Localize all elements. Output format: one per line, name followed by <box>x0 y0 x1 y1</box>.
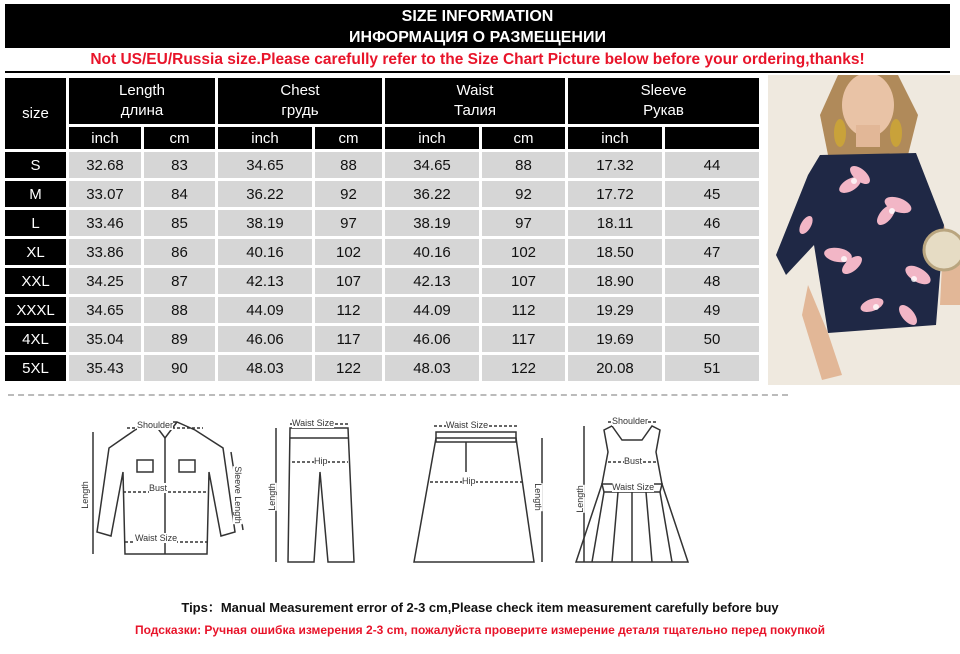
length-ru: длина <box>120 102 164 119</box>
table-cell: 87 <box>144 268 215 294</box>
table-row <box>5 355 759 381</box>
model-illustration <box>768 75 960 385</box>
pants-waist-label: Waist Size <box>292 418 335 428</box>
table-cell: 83 <box>144 152 215 178</box>
table-cell: 97 <box>315 210 382 236</box>
table-cell: 34.25 <box>69 268 141 294</box>
table-cell: 48 <box>665 268 759 294</box>
size-cell: XXXL <box>5 297 66 323</box>
sleeve-ru: Рукав <box>643 102 684 119</box>
table-cell: 38.19 <box>385 210 479 236</box>
table-cell: 34.65 <box>218 152 312 178</box>
sleeve-header <box>568 78 759 124</box>
unit-header: inch <box>69 127 141 149</box>
table-cell: 40.16 <box>218 239 312 265</box>
size-warning: Not US/EU/Russia size.Please carefully refer to the Size Chart Picture below before your ordering,thanks! <box>90 51 865 68</box>
table-cell: 34.65 <box>69 297 141 323</box>
length-header <box>69 78 215 124</box>
shirt-sleeve-label: Sleeve Length <box>232 466 243 524</box>
table-cell: 102 <box>482 239 565 265</box>
skirt-length-label: Length <box>532 483 543 511</box>
table-cell: 18.11 <box>568 210 662 236</box>
table-cell: 18.50 <box>568 239 662 265</box>
skirt-hip-label: Hip <box>462 476 476 486</box>
table-cell: 17.72 <box>568 181 662 207</box>
table-cell: 92 <box>315 181 382 207</box>
unit-header: cm <box>482 127 565 149</box>
divider <box>5 71 950 73</box>
pants-outline <box>262 412 362 572</box>
shirt-shoulder-label: Shoulder <box>137 420 174 430</box>
size-header: size <box>5 78 66 149</box>
size-cell: S <box>5 152 66 178</box>
dress-bust-label: Bust <box>624 456 643 466</box>
table-row <box>5 152 759 178</box>
table-cell: 84 <box>144 181 215 207</box>
size-table <box>2 75 762 384</box>
unit-header: inch <box>385 127 479 149</box>
table-cell: 36.22 <box>385 181 479 207</box>
table-cell: 47 <box>665 239 759 265</box>
table-cell: 35.43 <box>69 355 141 381</box>
unit-header: inch <box>218 127 312 149</box>
dress-waist-label: Waist Size <box>612 482 655 492</box>
table-row <box>5 268 759 294</box>
table-cell: 42.13 <box>385 268 479 294</box>
title-ru: ИНФОРМАЦИЯ О РАЗМЕЩЕНИИ <box>349 29 606 46</box>
size-cell: M <box>5 181 66 207</box>
table-cell: 112 <box>315 297 382 323</box>
title-en: SIZE INFORMATION <box>401 8 554 25</box>
table-cell: 92 <box>482 181 565 207</box>
table-cell: 88 <box>144 297 215 323</box>
unit-header: cm <box>315 127 382 149</box>
table-cell: 20.08 <box>568 355 662 381</box>
table-cell: 48.03 <box>385 355 479 381</box>
table-cell: 97 <box>482 210 565 236</box>
tips-russian: Подсказки: Ручная ошибка измерения 2-3 cm, пожалуйста проверите измерение деталя тщательно перед покупкой <box>134 623 826 637</box>
table-cell: 107 <box>315 268 382 294</box>
size-cell: XXL <box>5 268 66 294</box>
table-cell: 48.03 <box>218 355 312 381</box>
table-cell: 112 <box>482 297 565 323</box>
chest-ru: грудь <box>281 102 319 119</box>
table-row <box>5 297 759 323</box>
size-cell: 4XL <box>5 326 66 352</box>
chest-en: Chest <box>280 82 320 99</box>
shirt-diagram <box>79 412 245 577</box>
table-cell: 18.90 <box>568 268 662 294</box>
dress-outline <box>572 412 692 572</box>
table-cell: 42.13 <box>218 268 312 294</box>
table-cell: 38.19 <box>218 210 312 236</box>
dress-shoulder-label: Shoulder <box>612 416 649 426</box>
unit-header: cm <box>144 127 215 149</box>
waist-en: Waist <box>456 82 494 99</box>
table-cell: 44.09 <box>218 297 312 323</box>
shirt-length-label: Length <box>79 481 90 509</box>
table-cell: 45 <box>665 181 759 207</box>
table-cell: 89 <box>144 326 215 352</box>
table-cell: 44.09 <box>385 297 479 323</box>
table-cell: 17.32 <box>568 152 662 178</box>
table-cell: 86 <box>144 239 215 265</box>
table-cell: 46 <box>665 210 759 236</box>
table-row <box>5 326 759 352</box>
tips-english: Tips：Manual Measurement error of 2-3 cm,Please check item measurement carefully before buy <box>181 600 779 615</box>
shirt-waist-label: Waist Size <box>135 533 178 543</box>
table-cell: 46.06 <box>385 326 479 352</box>
skirt-diagram <box>404 412 554 577</box>
size-cell: L <box>5 210 66 236</box>
table-cell: 46.06 <box>218 326 312 352</box>
table-cell: 40.16 <box>385 239 479 265</box>
table-cell: 19.69 <box>568 326 662 352</box>
title-banner <box>5 4 950 48</box>
table-row <box>5 210 759 236</box>
pants-hip-label: Hip <box>314 456 328 466</box>
model-photo <box>768 75 960 385</box>
chest-header <box>218 78 382 124</box>
shirt-bust-label: Bust <box>149 483 168 493</box>
table-cell: 36.22 <box>218 181 312 207</box>
waist-header <box>385 78 565 124</box>
unit-header: inch <box>568 127 662 149</box>
table-row <box>5 181 759 207</box>
unit-header <box>665 127 759 149</box>
waist-ru: Талия <box>453 102 497 119</box>
table-cell: 117 <box>482 326 565 352</box>
pants-diagram <box>262 412 362 577</box>
skirt-outline <box>404 412 554 572</box>
table-cell: 44 <box>665 152 759 178</box>
table-cell: 102 <box>315 239 382 265</box>
table-cell: 88 <box>315 152 382 178</box>
table-cell: 34.65 <box>385 152 479 178</box>
table-cell: 49 <box>665 297 759 323</box>
skirt-waist-label: Waist Size <box>446 420 489 430</box>
size-cell: XL <box>5 239 66 265</box>
table-cell: 51 <box>665 355 759 381</box>
table-cell: 33.46 <box>69 210 141 236</box>
pants-length-label: Length <box>266 483 277 511</box>
length-en: Length <box>119 82 165 99</box>
table-cell: 90 <box>144 355 215 381</box>
dress-length-label: Length <box>574 485 585 513</box>
sleeve-en: Sleeve <box>640 82 687 99</box>
table-cell: 50 <box>665 326 759 352</box>
dress-diagram <box>572 412 692 577</box>
table-cell: 107 <box>482 268 565 294</box>
size-cell: 5XL <box>5 355 66 381</box>
table-cell: 19.29 <box>568 297 662 323</box>
table-cell: 122 <box>315 355 382 381</box>
table-cell: 35.04 <box>69 326 141 352</box>
table-cell: 88 <box>482 152 565 178</box>
table-cell: 33.07 <box>69 181 141 207</box>
table-cell: 33.86 <box>69 239 141 265</box>
table-cell: 85 <box>144 210 215 236</box>
table-row <box>5 239 759 265</box>
table-cell: 32.68 <box>69 152 141 178</box>
table-cell: 122 <box>482 355 565 381</box>
size-rows <box>5 152 759 381</box>
dashed-separator <box>8 394 788 396</box>
table-cell: 117 <box>315 326 382 352</box>
